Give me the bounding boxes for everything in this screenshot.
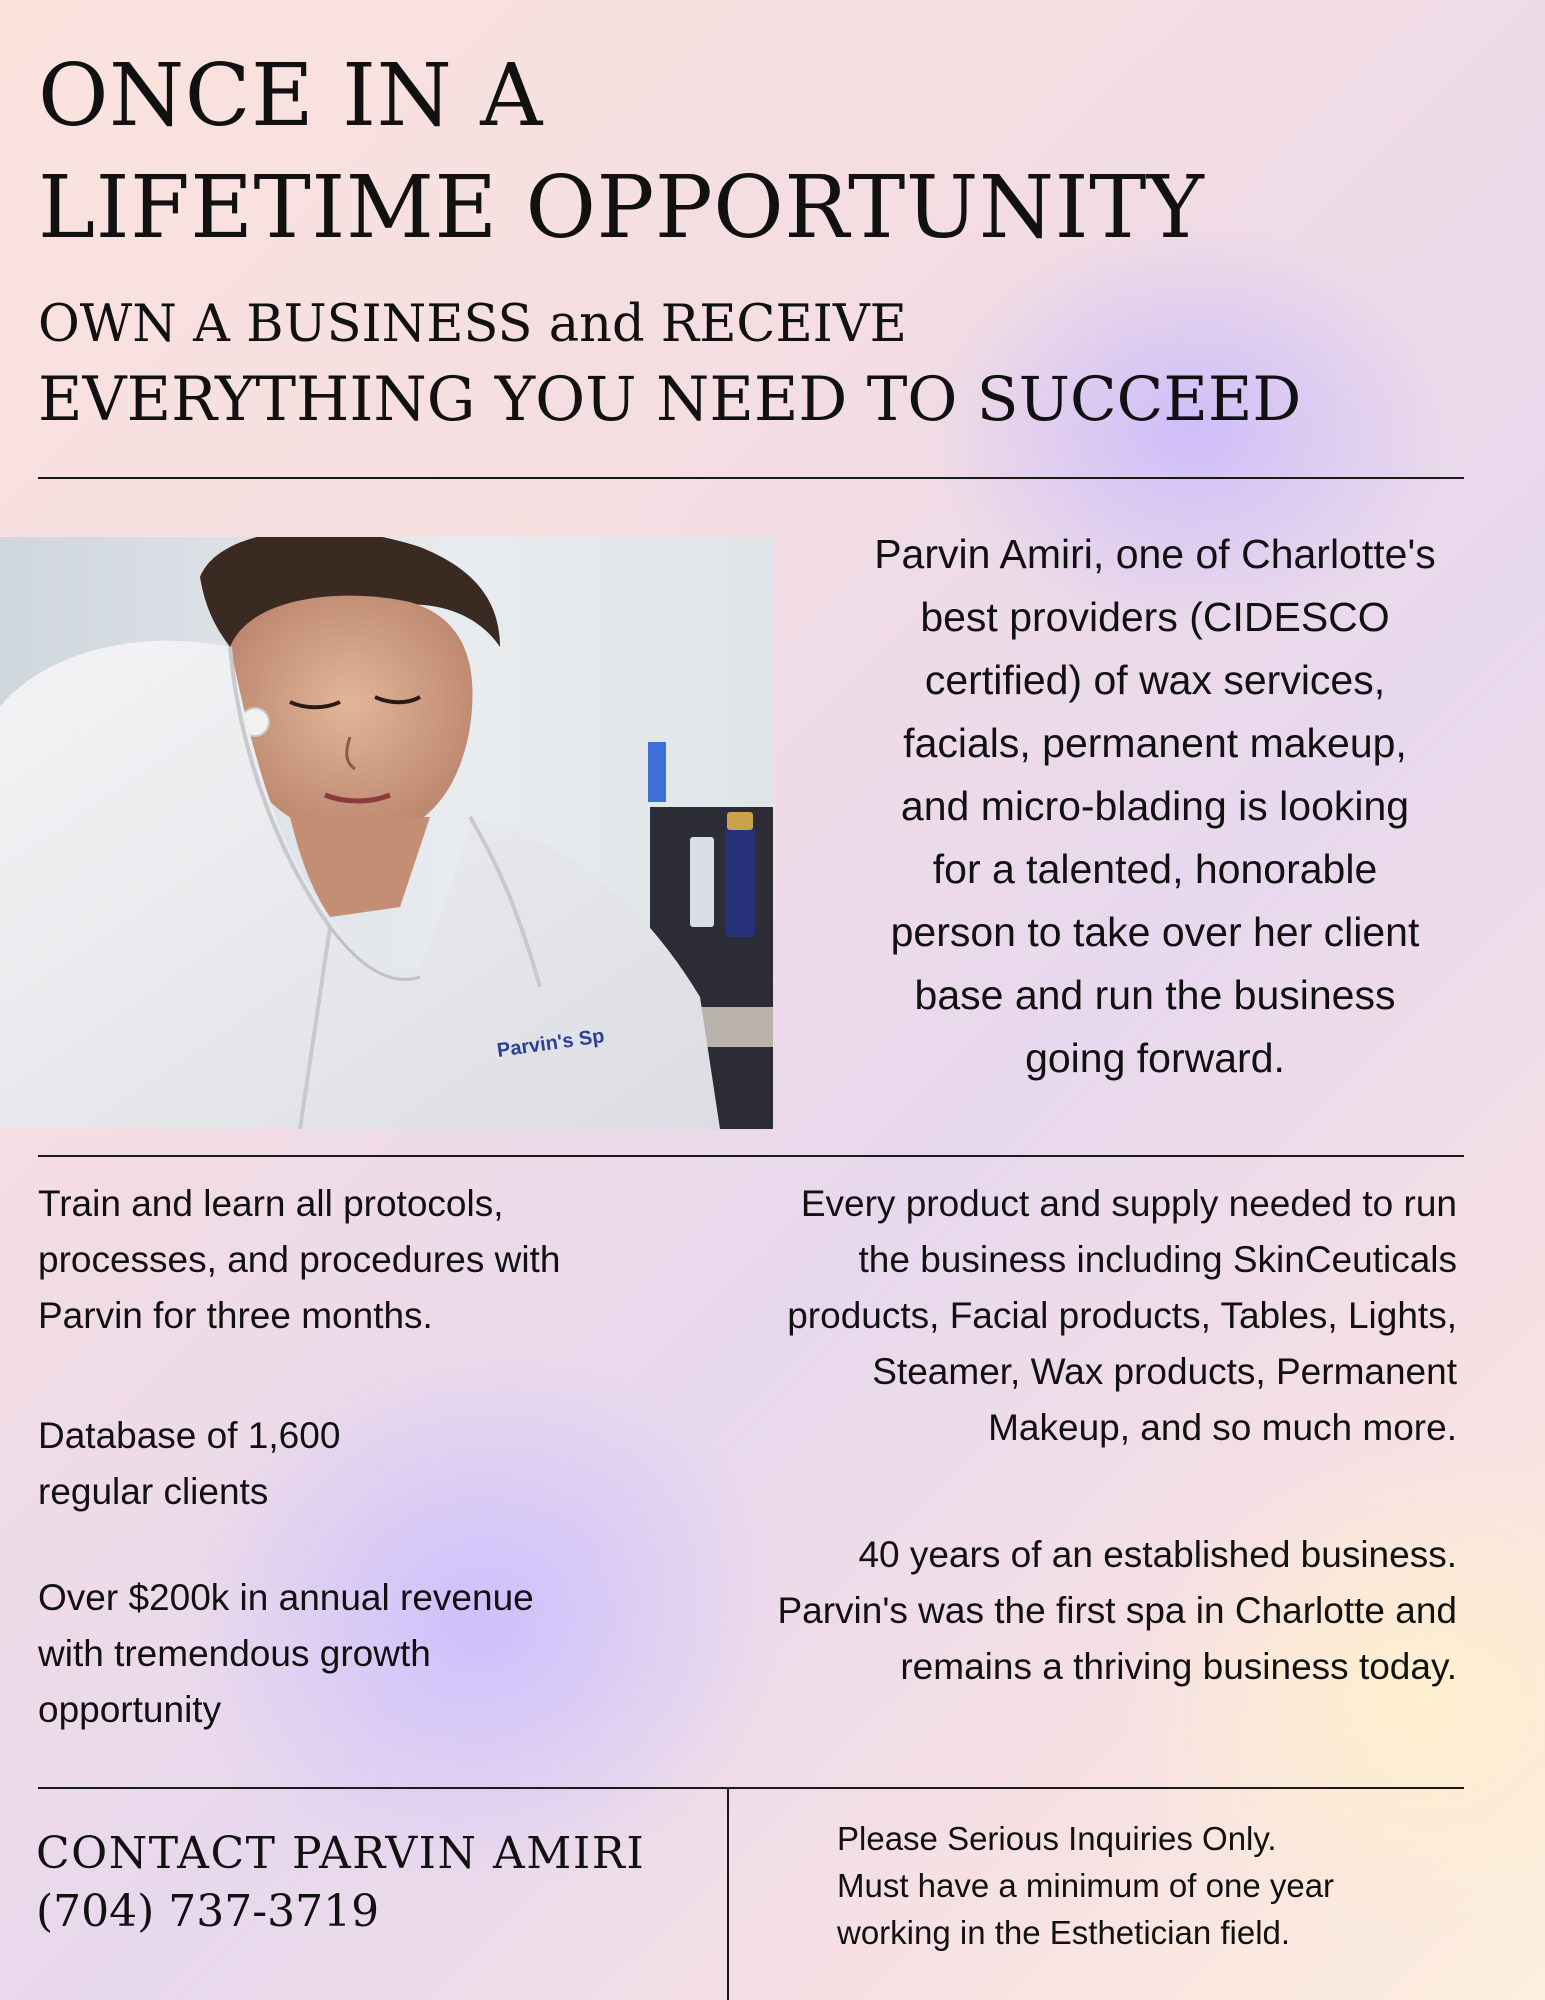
divider-top (38, 477, 1464, 479)
headline-line-1: ONCE IN A (38, 46, 543, 146)
intro-line: base and run the business (914, 972, 1396, 1018)
benefit-line: Steamer, Wax products, Permanent (872, 1351, 1457, 1392)
subheadline-line-1: OWN A BUSINESS and RECEIVE (38, 295, 907, 354)
benefit-line: Makeup, and so much more. (988, 1407, 1457, 1448)
portrait-illustration (0, 537, 773, 1129)
benefit-line: opportunity (38, 1689, 222, 1730)
intro-line: best providers (CIDESCO (920, 594, 1390, 640)
note-line: Please Serious Inquiries Only. (837, 1820, 1277, 1857)
contact-name: CONTACT PARVIN AMIRI (36, 1828, 646, 1879)
benefit-line: regular clients (38, 1471, 269, 1512)
benefit-line: the business including SkinCeuticals (858, 1239, 1457, 1280)
benefit-line: processes, and procedures with (38, 1239, 561, 1280)
subheadline-line-2: EVERYTHING YOU NEED TO SUCCEED (38, 364, 1302, 435)
intro-line: going forward. (1025, 1035, 1285, 1081)
contact-phone[interactable]: (704) 737-3719 (36, 1886, 380, 1937)
divider-middle (38, 1155, 1464, 1157)
intro-line: for a talented, honorable (932, 846, 1378, 892)
divider-vertical (727, 1787, 729, 2000)
benefit-database (38, 1408, 678, 1520)
headline-line-2: LIFETIME OPPORTUNITY (38, 158, 1205, 258)
benefit-line: Database of 1,600 (38, 1415, 341, 1456)
benefit-line: remains a thriving business today. (900, 1646, 1457, 1687)
note-line: working in the Esthetician field. (837, 1914, 1291, 1951)
benefit-supplies (690, 1176, 1457, 1456)
divider-bottom (38, 1787, 1464, 1789)
coat-logo-text: Parvin's Sp (495, 1025, 606, 1062)
subheadline (38, 290, 1301, 440)
intro-paragraph (820, 523, 1490, 1090)
benefit-line: products, Facial products, Tables, Lights, (787, 1295, 1457, 1336)
benefit-line: Train and learn all protocols, (38, 1183, 504, 1224)
benefit-revenue (38, 1570, 678, 1738)
inquiry-note (837, 1815, 1497, 1956)
intro-line: Parvin Amiri, one of Charlotte's (874, 531, 1436, 577)
benefit-line: Parvin's was the first spa in Charlotte and (777, 1590, 1457, 1631)
benefit-line: 40 years of an established business. (858, 1534, 1457, 1575)
benefit-line: Every product and supply needed to run (800, 1183, 1457, 1224)
intro-line: certified) of wax services, (924, 657, 1386, 703)
intro-line: person to take over her client (890, 909, 1420, 955)
benefit-history (690, 1527, 1457, 1695)
intro-line: facials, permanent makeup, (903, 720, 1407, 766)
benefit-line: Over $200k in annual revenue (38, 1577, 534, 1618)
benefit-line: with tremendous growth (38, 1633, 431, 1674)
note-line: Must have a minimum of one year (837, 1867, 1335, 1904)
contact-block (36, 1825, 645, 1941)
headline (38, 40, 1204, 264)
portrait-photo (0, 537, 773, 1129)
benefit-training (38, 1176, 678, 1344)
benefit-line: Parvin for three months. (38, 1295, 433, 1336)
intro-line: and micro-blading is looking (900, 783, 1410, 829)
